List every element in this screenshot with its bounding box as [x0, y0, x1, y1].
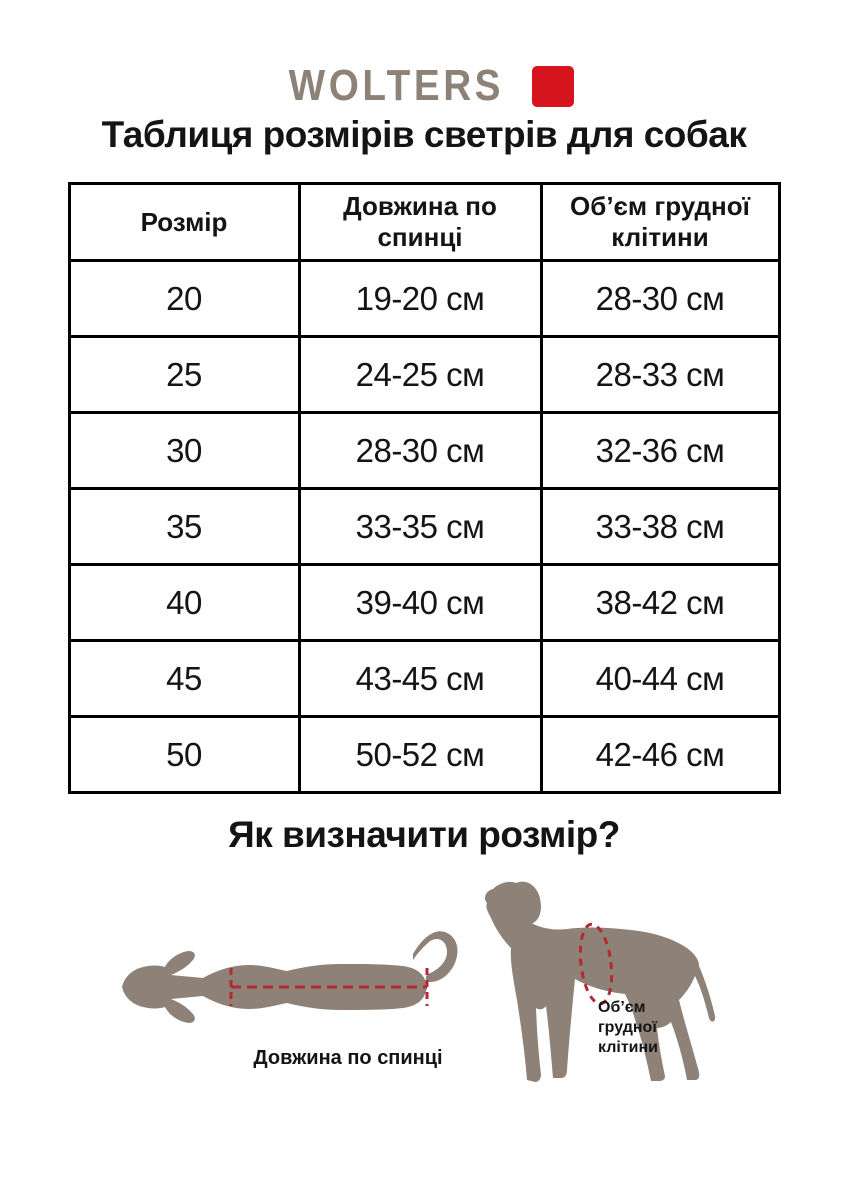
cell-chest-volume: 32-36 см — [541, 413, 779, 489]
cell-size: 20 — [69, 261, 299, 337]
brand-red-square-icon — [532, 66, 574, 107]
table-header-row — [69, 184, 779, 261]
cell-chest-volume: 40-44 см — [541, 641, 779, 717]
cell-size: 25 — [69, 337, 299, 413]
cell-size: 45 — [69, 641, 299, 717]
col-header-size: Розмір — [69, 184, 299, 261]
cell-chest-volume: 28-30 см — [541, 261, 779, 337]
col-header-chest-volume: Об’єм грудної клітини — [541, 184, 779, 261]
how-to-heading: Як визначити розмір? — [228, 814, 620, 855]
chest-volume-label — [598, 998, 658, 1058]
table-row — [69, 261, 779, 337]
brand-logo — [0, 0, 848, 112]
table-row — [69, 717, 779, 793]
cell-chest-volume: 38-42 см — [541, 565, 779, 641]
cell-size: 40 — [69, 565, 299, 641]
back-length-label: Довжина по спинці — [253, 1047, 443, 1069]
cell-chest-volume: 33-38 см — [541, 489, 779, 565]
cell-size: 35 — [69, 489, 299, 565]
dog-top-view-illustration — [95, 910, 470, 1045]
table-row — [69, 413, 779, 489]
col-header-back-length: Довжина по спинці — [299, 184, 541, 261]
cell-size: 30 — [69, 413, 299, 489]
table-row — [69, 565, 779, 641]
cell-back-length: 39-40 см — [299, 565, 541, 641]
cell-back-length: 28-30 см — [299, 413, 541, 489]
cell-back-length: 19-20 см — [299, 261, 541, 337]
chest-volume-label-line: грудної — [598, 1019, 657, 1036]
cell-back-length: 43-45 см — [299, 641, 541, 717]
brand-logo-text: WOLTERS — [288, 61, 504, 110]
measurement-diagram — [0, 860, 848, 1122]
size-table — [68, 182, 781, 794]
table-row — [69, 489, 779, 565]
chest-volume-label-line: Об’єм — [598, 999, 646, 1016]
cell-size: 50 — [69, 717, 299, 793]
dog-side-view-illustration — [455, 865, 800, 1100]
cell-back-length: 50-52 см — [299, 717, 541, 793]
page-title: Таблиця розмірів светрів для собак — [101, 114, 747, 155]
table-row — [69, 641, 779, 717]
chest-volume-label-line: клітини — [598, 1039, 658, 1056]
cell-chest-volume: 42-46 см — [541, 717, 779, 793]
cell-chest-volume: 28-33 см — [541, 337, 779, 413]
cell-back-length: 24-25 см — [299, 337, 541, 413]
table-row — [69, 337, 779, 413]
cell-back-length: 33-35 см — [299, 489, 541, 565]
